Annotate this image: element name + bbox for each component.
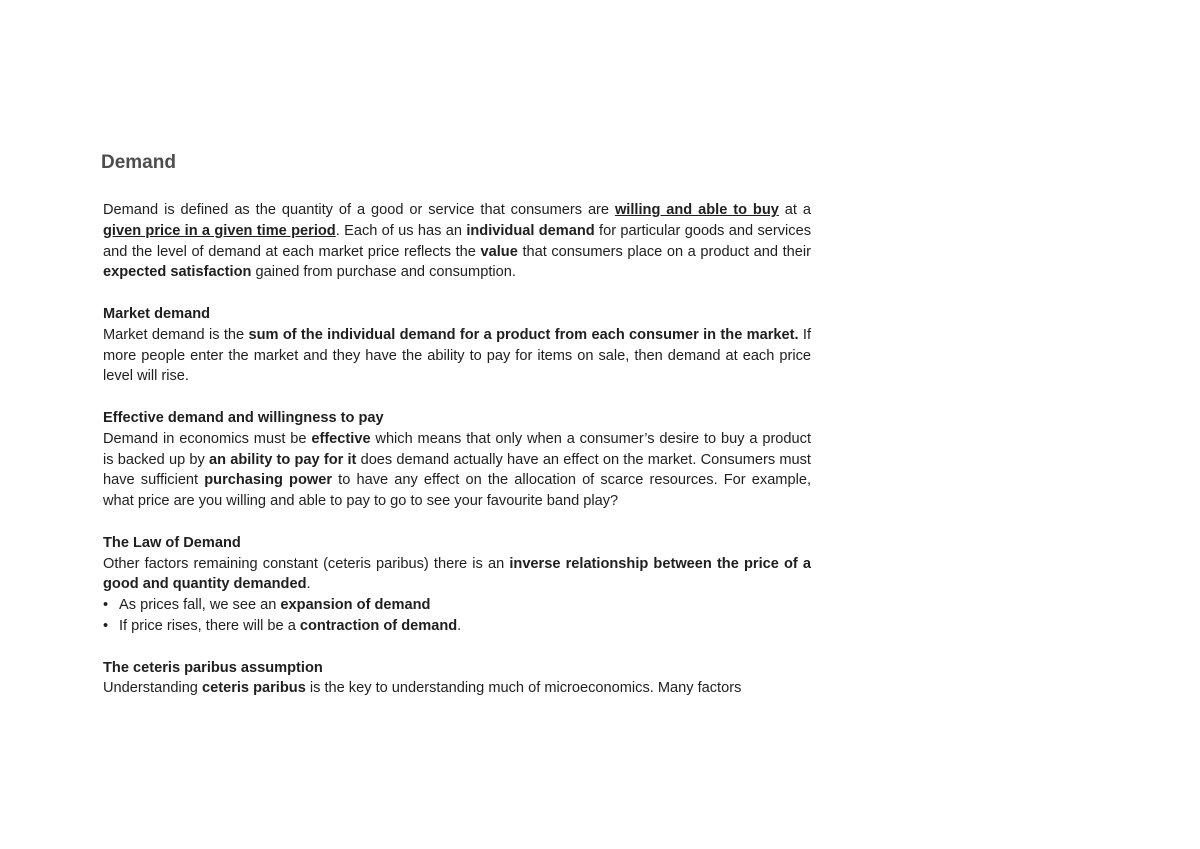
page-title: Demand [101,152,176,173]
list-item: • If price rises, there will be a contraction of demand. [103,616,811,637]
law-of-demand-bullets [103,595,811,637]
bullet-icon: • [103,617,109,634]
ceteris-paribus-paragraph: Understanding ceteris paribus is the key to understanding much of microeconomics. Many factors [103,680,742,697]
law-of-demand-heading: The Law of Demand [103,534,241,551]
bullet-icon: • [103,597,109,614]
law-of-demand-section [103,533,811,637]
market-demand-paragraph: Market demand is the sum of the individual demand for a product from each consumer in the market. If more people enter the market and they have the ability to pay for items on sale, then demand at each price level will rise. [103,326,811,385]
market-demand-section [103,304,811,387]
intro-paragraph: Demand is defined as the quantity of a good or service that consumers are willing and able to buy at a given price in a given time period. Each of us has an individual demand for particular goods and services and the level of demand at each market price reflects the value that consumers place on a product and their expected satisfaction gained from purchase and consumption. [103,202,811,281]
effective-demand-heading: Effective demand and willingness to pay [103,409,384,426]
ceteris-paribus-section [103,658,811,700]
effective-demand-section [103,408,811,512]
market-demand-heading: Market demand [103,305,211,322]
document-page [103,150,811,699]
list-item: • As prices fall, we see an expansion of demand [103,595,811,616]
effective-demand-paragraph: Demand in economics must be effective which means that only when a consumer’s desire to buy a product is backed up by an ability to pay for it does demand actually have an effect on the market. Consumers must have sufficient purchasing power to have any effect on the allocation of scarce resources. For example, what price are you willing and able to pay to go to see your favourite band play? [103,430,812,510]
ceteris-paribus-heading: The ceteris paribus assumption [103,659,323,676]
law-of-demand-paragraph: Other factors remaining constant (ceteris paribus) there is an inverse relationship between the price of a good and quantity demanded. [103,555,812,593]
